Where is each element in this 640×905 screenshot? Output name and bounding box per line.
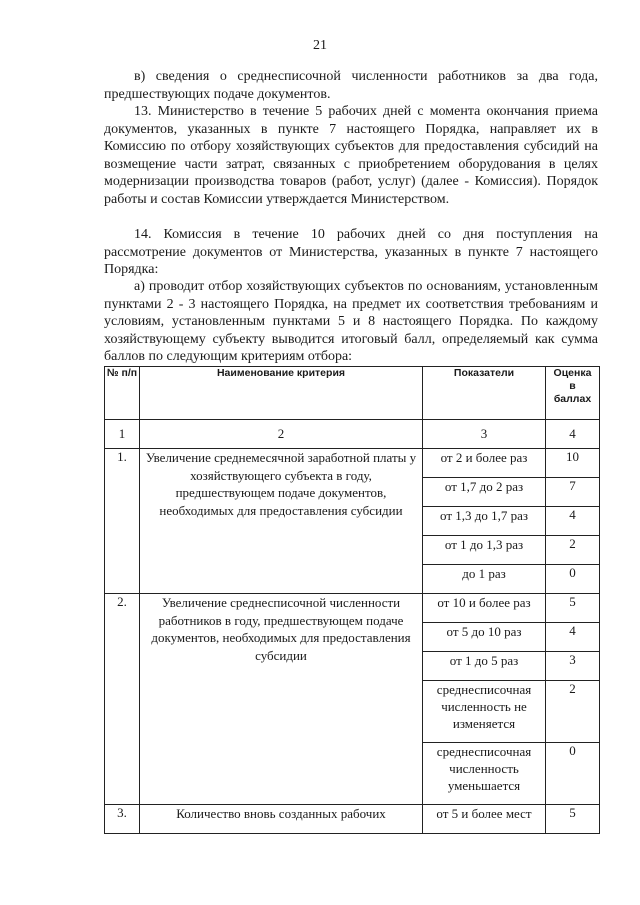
- paragraph-13: 13. Министерство в течение 5 рабочих дней с момента окончания приема документов, указанных в пункте 7 настоящего Порядка, направляет их в Комиссию по отбору хозяйствующих субъектов для предоставления субсидий на возмещение части затрат, связанных с приобретением оборудования в целях модернизации производства товаров (работ, услуг) (далее - Комиссия). Порядок работы и состав Комиссии утверждается Министерством.: [104, 104, 598, 207]
- score: 2: [546, 681, 600, 743]
- paragraph-v: в) сведения о среднесписочной численности работников за два года, предшествующих подаче документов.: [104, 69, 598, 102]
- table-numbering-row: [105, 420, 600, 449]
- score: 4: [546, 507, 600, 536]
- criterion-name: Увеличение среднесписочной численности работников в году, предшествующем подаче документов, необходимых для предоставления субсидии: [140, 594, 423, 805]
- table-header-row: [105, 367, 600, 420]
- body-text: [104, 68, 598, 366]
- indicator: от 10 и более раз: [423, 594, 546, 623]
- score: 10: [546, 449, 600, 478]
- indicator: до 1 раз: [423, 565, 546, 594]
- paragraph-a: а) проводит отбор хозяйствующих субъектов по основаниям, установленным пунктами 2 - 3 настоящего Порядка, на предмет их соответствия требованиям и условиям, установленным пунктами 5 и 8 настоящего Порядка. По каждому хозяйствующему субъекту выводится итоговый балл, определяемый как сумма баллов по следующим критериям отбора:: [104, 279, 598, 364]
- paragraph-14: 14. Комиссия в течение 10 рабочих дней со дня поступления на рассмотрение документов от Министерства, указанных в пункте 7 настоящего Порядка:: [104, 227, 598, 277]
- score: 0: [546, 743, 600, 805]
- score: 5: [546, 805, 600, 834]
- header-score: Оценка в баллах: [546, 367, 600, 420]
- table-row: [105, 594, 600, 623]
- row-number: 3.: [105, 805, 140, 834]
- score: 2: [546, 536, 600, 565]
- row-number: 2.: [105, 594, 140, 805]
- indicator: среднесписочная численность уменьшается: [423, 743, 546, 805]
- table-row: [105, 449, 600, 478]
- score: 5: [546, 594, 600, 623]
- header-criterion: Наименование критерия: [140, 367, 423, 420]
- row-number: 1.: [105, 449, 140, 594]
- indicator: от 1,7 до 2 раз: [423, 478, 546, 507]
- header-indicators: Показатели: [423, 367, 546, 420]
- indicator: от 2 и более раз: [423, 449, 546, 478]
- score: 0: [546, 565, 600, 594]
- page-number: 21: [313, 38, 327, 53]
- indicator: от 1 до 5 раз: [423, 652, 546, 681]
- table-row: [105, 805, 600, 834]
- score: 4: [546, 623, 600, 652]
- criterion-name: Увеличение среднемесячной заработной платы у хозяйствующего субъекта в году, предшествующем подаче документов, необходимых для предоставления субсидии: [140, 449, 423, 594]
- criteria-table: [104, 366, 600, 834]
- indicator: от 5 до 10 раз: [423, 623, 546, 652]
- header-num: № п/п: [105, 367, 140, 420]
- score: 7: [546, 478, 600, 507]
- numbering-cell: 2: [140, 420, 423, 449]
- numbering-cell: 4: [546, 420, 600, 449]
- indicator: от 1 до 1,3 раз: [423, 536, 546, 565]
- indicator: среднесписочная численность не изменяется: [423, 681, 546, 743]
- indicator: от 5 и более мест: [423, 805, 546, 834]
- criterion-name: Количество вновь созданных рабочих: [140, 805, 423, 834]
- numbering-cell: 3: [423, 420, 546, 449]
- score: 3: [546, 652, 600, 681]
- numbering-cell: 1: [105, 420, 140, 449]
- indicator: от 1,3 до 1,7 раз: [423, 507, 546, 536]
